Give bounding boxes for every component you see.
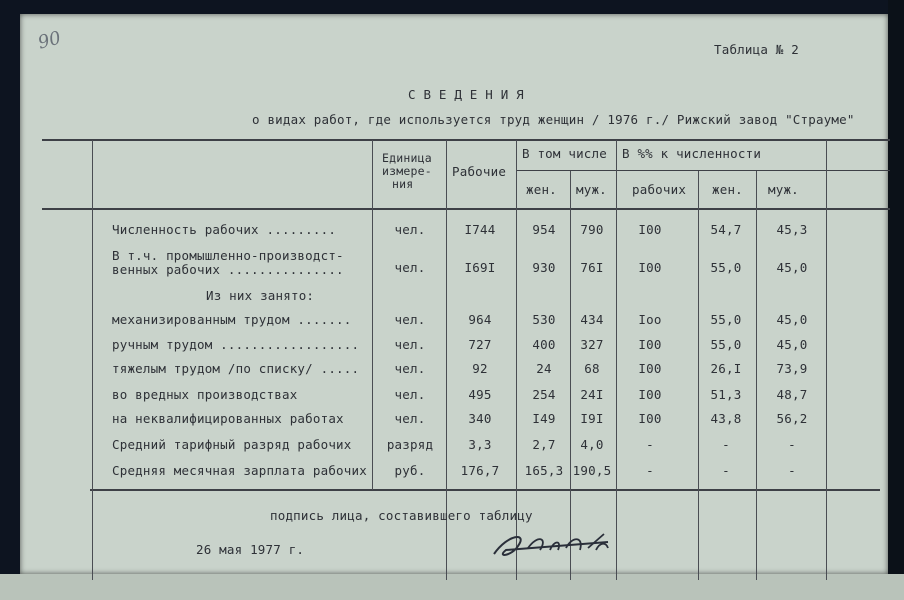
col-rule — [92, 140, 93, 580]
row-label: на неквалифицированных работах — [112, 411, 344, 426]
cell-unit: чел. — [394, 411, 426, 426]
col-rule — [756, 171, 757, 580]
cell-unit: чел. — [394, 361, 426, 376]
cell-muzh: 190,5 — [572, 463, 612, 478]
cell-zhen: 400 — [532, 337, 556, 352]
cell-p-rab: - — [646, 463, 654, 478]
row-label: Средняя месячная зарплата рабочих — [112, 463, 367, 478]
header-muzh-pct: муж. — [768, 182, 799, 197]
cell-p-rab: - — [646, 437, 654, 452]
cell-p-muzh: 73,9 — [776, 361, 808, 376]
header-muzh: муж. — [576, 182, 607, 197]
cell-p-muzh: 45,0 — [776, 312, 808, 327]
cell-p-zhen: - — [722, 463, 730, 478]
row-label: механизированным трудом ....... — [112, 312, 352, 327]
cell-unit: чел. — [394, 387, 426, 402]
cell-workers: 964 — [468, 312, 492, 327]
cell-p-zhen: 54,7 — [710, 222, 742, 237]
row-label: во вредных производствах — [112, 387, 298, 402]
row-label: ручным трудом .................. — [112, 337, 360, 352]
cell-unit: чел. — [394, 337, 426, 352]
cell-zhen: 954 — [532, 222, 556, 237]
row-label: В т.ч. промышленно-производст- — [112, 248, 344, 263]
cell-p-rab: I00 — [638, 387, 662, 402]
header-bottom-rule — [42, 208, 890, 210]
header-zhen: жен. — [526, 182, 557, 197]
cell-zhen: 530 — [532, 312, 556, 327]
row-label: тяжелым трудом /по списку/ ..... — [112, 361, 360, 376]
cell-p-muzh: - — [788, 463, 796, 478]
handwritten-signature — [488, 524, 628, 564]
cell-muzh: 76I — [580, 260, 604, 275]
cell-zhen: 254 — [532, 387, 556, 402]
cell-p-muzh: - — [788, 437, 796, 452]
signature-caption: подпись лица, составившего таблицу — [270, 508, 533, 523]
cell-p-zhen: 26,I — [710, 361, 742, 376]
cell-p-zhen: 55,0 — [710, 260, 742, 275]
cell-p-muzh: 48,7 — [776, 387, 808, 402]
header-rab: рабочих — [632, 182, 687, 197]
cell-zhen: I49 — [532, 411, 556, 426]
col-rule — [698, 171, 699, 580]
cell-unit: руб. — [394, 463, 426, 478]
cell-p-zhen: 51,3 — [710, 387, 742, 402]
subheader-rule — [516, 170, 890, 171]
cell-p-rab: I00 — [638, 260, 662, 275]
cell-workers: 495 — [468, 387, 492, 402]
col-rule — [616, 140, 617, 580]
cell-p-zhen: 55,0 — [710, 337, 742, 352]
cell-p-rab: I00 — [638, 222, 662, 237]
cell-muzh: I9I — [580, 411, 604, 426]
cell-p-rab: I00 — [638, 361, 662, 376]
document-subtitle: о видах работ, где используется труд женщин / 1976 г./ Рижский завод "Страуме" — [252, 112, 855, 127]
cell-workers: 92 — [472, 361, 488, 376]
row-label-cont: венных рабочих ............... — [112, 262, 344, 277]
table-bottom-rule — [90, 489, 880, 491]
cell-p-rab: I00 — [638, 411, 662, 426]
cell-zhen: 165,3 — [524, 463, 564, 478]
cell-p-zhen: - — [722, 437, 730, 452]
cell-p-muzh: 45,0 — [776, 337, 808, 352]
cell-zhen: 24 — [536, 361, 552, 376]
background-edge — [888, 0, 904, 600]
cell-unit: разряд — [386, 437, 434, 452]
cell-muzh: 24I — [580, 387, 604, 402]
cell-muzh: 327 — [580, 337, 604, 352]
col-rule — [570, 171, 571, 580]
row-label: Средний тарифный разряд рабочих — [112, 437, 352, 452]
header-pct: В %% к численности — [622, 146, 762, 161]
underlying-sheet — [0, 574, 904, 600]
header-incl: В том числе — [522, 146, 607, 161]
cell-muzh: 4,0 — [580, 437, 604, 452]
cell-p-rab: I00 — [638, 337, 662, 352]
header-unit-2: измере- — [382, 164, 432, 178]
table-top-rule — [42, 139, 890, 141]
cell-p-zhen: 55,0 — [710, 312, 742, 327]
table-number: Таблица № 2 — [714, 42, 799, 57]
col-rule — [826, 140, 827, 580]
cell-workers: I69I — [464, 260, 496, 275]
cell-muzh: 790 — [580, 222, 604, 237]
cell-workers: 340 — [468, 411, 492, 426]
header-workers: Рабочие — [452, 164, 507, 179]
cell-zhen: 930 — [532, 260, 556, 275]
col-rule — [372, 140, 373, 490]
cell-muzh: 68 — [584, 361, 600, 376]
document-title: С В Е Д Е Н И Я — [408, 87, 524, 102]
header-unit-3: ния — [392, 177, 414, 191]
cell-zhen: 2,7 — [532, 437, 556, 452]
cell-p-muzh: 45,3 — [776, 222, 808, 237]
cell-unit: чел. — [394, 222, 426, 237]
cell-workers: 176,7 — [460, 463, 500, 478]
header-unit-1: Единица — [382, 151, 432, 165]
cell-p-rab: Ioo — [638, 312, 662, 327]
cell-p-zhen: 43,8 — [710, 411, 742, 426]
section-label: Из них занято: — [206, 288, 315, 303]
cell-muzh: 434 — [580, 312, 604, 327]
cell-p-muzh: 45,0 — [776, 260, 808, 275]
cell-workers: 727 — [468, 337, 492, 352]
pencil-note: 90 — [35, 27, 64, 54]
cell-workers: 3,3 — [468, 437, 492, 452]
cell-p-muzh: 56,2 — [776, 411, 808, 426]
cell-workers: I744 — [464, 222, 496, 237]
cell-unit: чел. — [394, 312, 426, 327]
row-label: Численность рабочих ......... — [112, 222, 337, 237]
header-zhen-pct: жен. — [712, 182, 743, 197]
document-date: 26 мая 1977 г. — [196, 542, 305, 557]
cell-unit: чел. — [394, 260, 426, 275]
